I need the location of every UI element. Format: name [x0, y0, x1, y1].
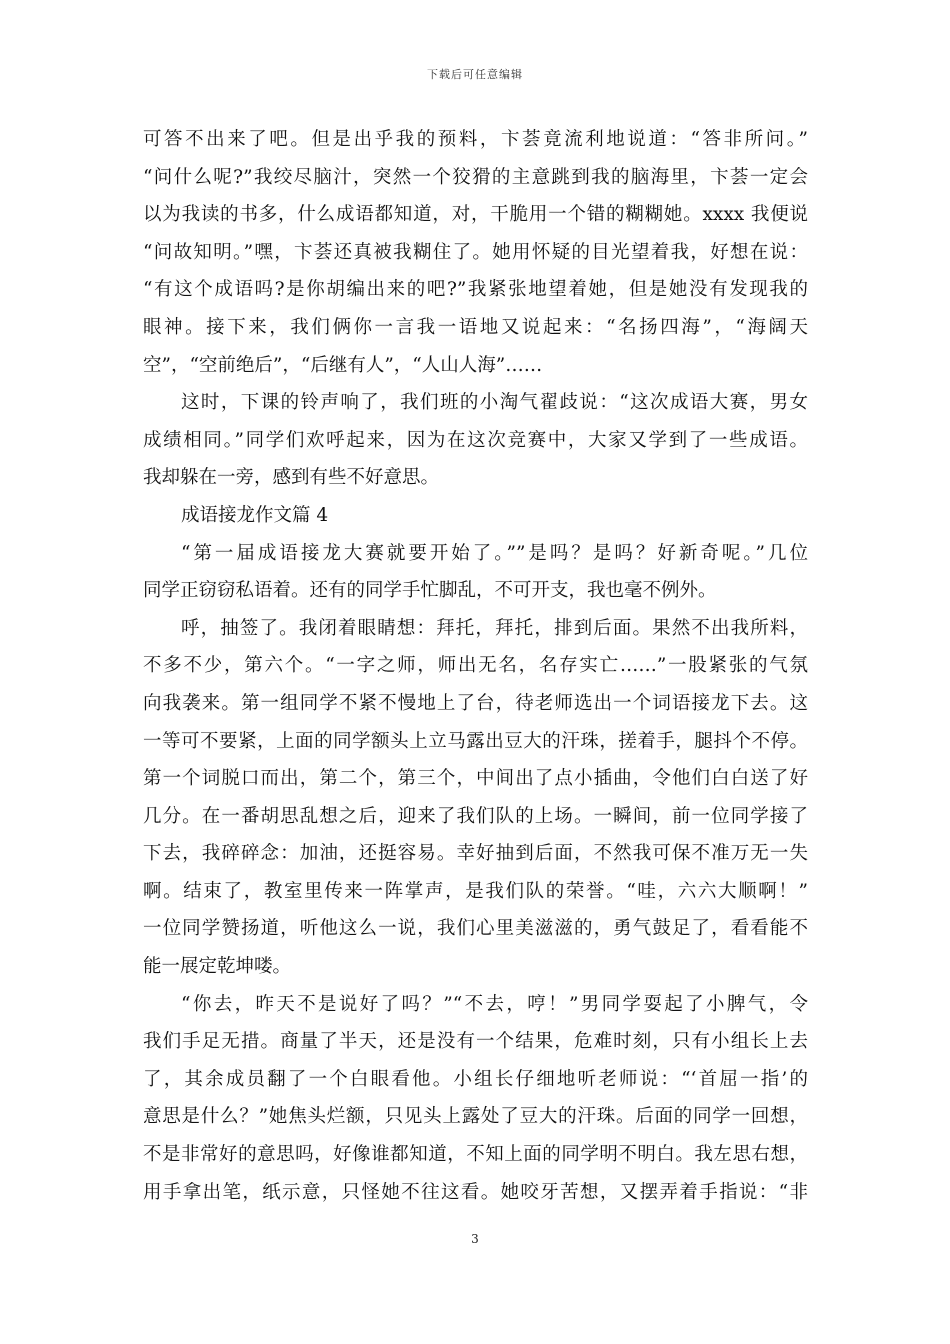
text-line: 啊。结束了，教室里传来一阵掌声，是我们队的荣誉。“哇，六六大顺啊！” — [143, 880, 808, 902]
text-line: 了，其余成员翻了一个白眼看他。小组长仔细地听老师说：“‘首屈一指’的 — [143, 1068, 808, 1090]
text-line: 眼神。接下来，我们俩你一言我一语地又说起来：“名扬四海”，“海阔天 — [143, 316, 808, 338]
document-body — [143, 121, 808, 1211]
text-line: 呼，抽签了。我闭着眼睛想：拜托，拜托，排到后面。果然不出我所料， — [181, 617, 808, 639]
text-line: 向我袭来。第一组同学不紧不慢地上了台，待老师选出一个词语接龙下去。这 — [143, 692, 808, 714]
text-line: 这时，下课的铃声响了，我们班的小淘气翟歧说：“这次成语大赛，男女 — [181, 392, 808, 414]
text-line: “问故知明。”嘿，卞荟还真被我糊住了。她用怀疑的目光望着我，好想在说： — [143, 241, 808, 263]
page-number: 3 — [471, 1232, 479, 1246]
text-line: 空”，“空前绝后”，“后继有人”，“人山人海”…… — [143, 354, 543, 376]
text-line: 以为我读的书多，什么成语都知道，对，干脆用一个错的糊糊她。xxxx 我便说 — [143, 204, 808, 226]
text-line: 意思是什么？”她焦头烂额，只见头上露处了豆大的汗珠。后面的同学一回想， — [143, 1106, 808, 1128]
page-header: 下载后可任意编辑 — [427, 68, 523, 81]
text-line: “有这个成语吗?是你胡编出来的吧?”我紧张地望着她，但是她没有发现我的 — [143, 279, 808, 301]
text-line: “问什么呢?”我绞尽脑汁，突然一个狡猾的主意跳到我的脑海里，卞荟一定会 — [143, 166, 808, 188]
text-line: 几分。在一番胡思乱想之后，迎来了我们队的上场。一瞬间，前一位同学接了 — [143, 805, 808, 827]
text-line: 成语接龙作文篇 4 — [181, 504, 329, 526]
text-line: 我们手足无措。商量了半天，还是没有一个结果，危难时刻，只有小组长上去 — [143, 1031, 808, 1053]
text-line: 同学正窃窃私语着。还有的同学手忙脚乱，不可开支，我也毫不例外。 — [143, 580, 717, 602]
text-line: 能一展定乾坤喽。 — [143, 956, 292, 978]
text-line: 成绩相同。”同学们欢呼起来，因为在这次竞赛中，大家又学到了一些成语。 — [143, 429, 808, 451]
text-line: 一等可不要紧，上面的同学额头上立马露出豆大的汗珠，搓着手，腿抖个不停。 — [143, 730, 808, 752]
text-line: 不是非常好的意思吗，好像谁都知道，不知上面的同学明不明白。我左思右想， — [143, 1144, 808, 1166]
text-line: 第一个词脱口而出，第二个，第三个，中间出了点小插曲，令他们白白送了好 — [143, 768, 808, 790]
text-line: “你去，昨天不是说好了吗？”“不去，哼！”男同学耍起了小脾气，令 — [181, 993, 808, 1015]
text-line: 不多不少，第六个。“一字之师，师出无名，名存实亡……”一股紧张的气氛 — [143, 655, 808, 677]
text-line: 一位同学赞扬道，听他这么一说，我们心里美滋滋的，勇气鼓足了，看看能不 — [143, 918, 808, 940]
text-line: 我却躲在一旁，感到有些不好意思。 — [143, 467, 440, 489]
text-line: 下去，我碎碎念：加油，还挺容易。幸好抽到后面，不然我可保不准万无一失 — [143, 843, 808, 865]
text-line: 用手拿出笔，纸示意，只怪她不往这看。她咬牙苦想，又摆弄着手指说：“非 — [143, 1181, 808, 1203]
text-line: 可答不出来了吧。但是出乎我的预料，卞荟竟流利地说道：“答非所问。” — [143, 129, 808, 150]
text-line: “第一届成语接龙大赛就要开始了。””是吗？是吗？好新奇呢。”几位 — [181, 542, 808, 564]
